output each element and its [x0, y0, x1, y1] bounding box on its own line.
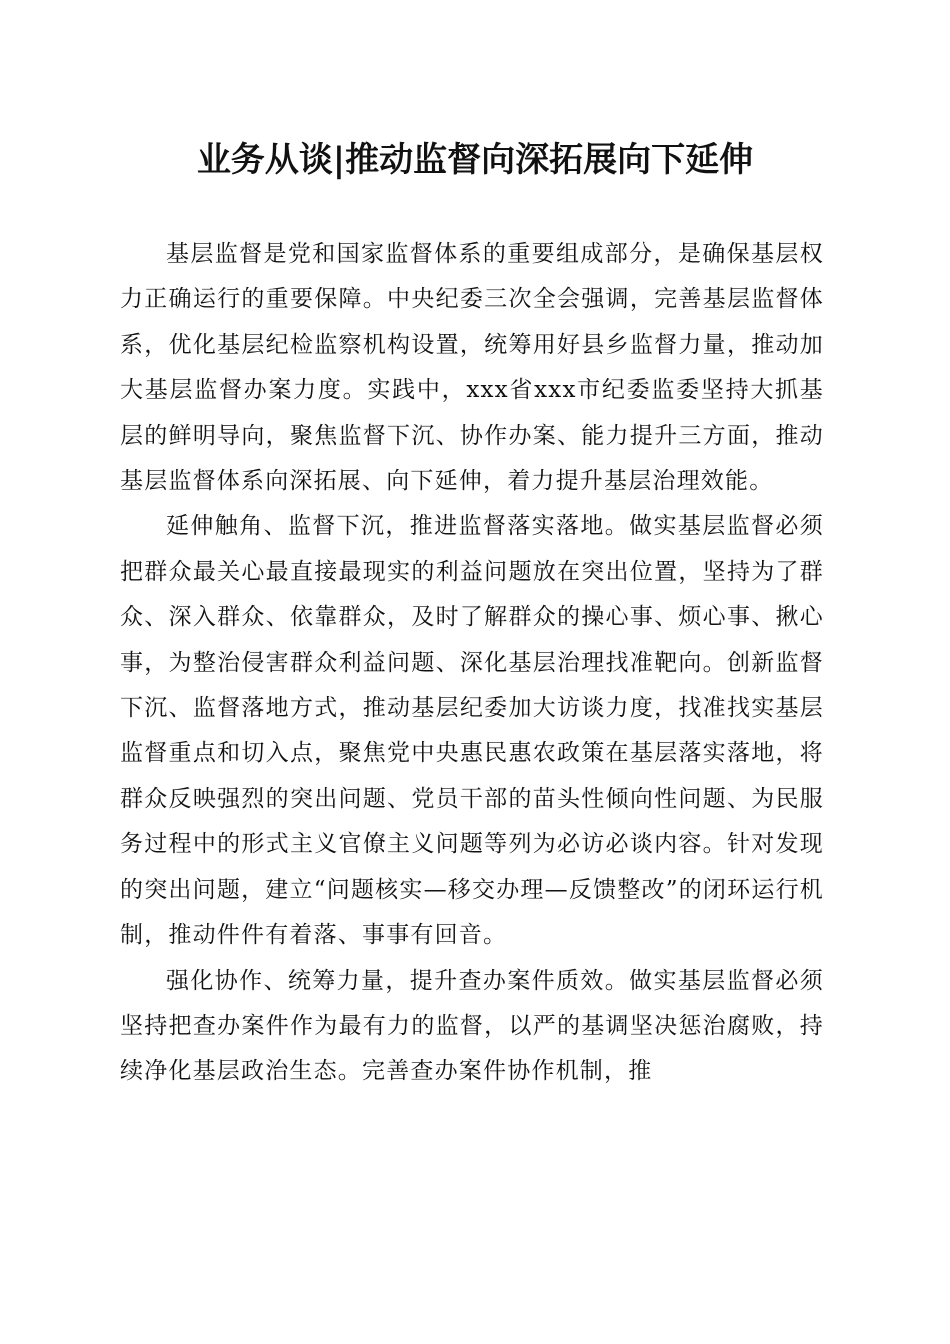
paragraph-supervision-sinking: 延伸触角、监督下沉，推进监督落实落地。做实基层监督必须把群众最关心最直接最现实的利益问题放在突出位置，坚持为了群众、深入群众、依靠群众，及时了解群众的操心事、烦心事、揪心事，为整治侵害群众利益问题、深化基层治理找准靶向。创新监督下沉、监督落地方式，推动基层纪委加大访谈力度，找准找实基层监督重点和切入点，聚焦党中央惠民惠农政策在基层落实落地，将群众反映强烈的突出问题、党员干部的苗头性倾向性问题、为民服务过程中的形式主义官僚主义问题等列为必访必谈内容。针对发现的突出问题，建立“问题核实—移交办理—反馈整改”的闭环运行机制，推动件件有着落、事事有回音。: [120, 513, 824, 949]
document-title: 业务从谈|推动监督向深拓展向下延伸: [196, 140, 754, 180]
paragraph-intro: 基层监督是党和国家监督体系的重要组成部分，是确保基层权力正确运行的重要保障。中央纪委三次全会强调，完善基层监督体系，优化基层纪检监察机构设置，统筹用好县乡监督力量，推动加大基层监督办案力度。实践中，xxx省xxx市纪委监委坚持大抓基层的鲜明导向，聚焦监督下沉、协作办案、能力提升三方面，推动基层监督体系向深拓展、向下延伸，着力提升基层治理效能。: [120, 241, 824, 495]
paragraph-case-collaboration: 强化协作、统筹力量，提升查办案件质效。做实基层监督必须坚持把查办案件作为最有力的监督，以严的基调坚决惩治腐败，持续净化基层政治生态。完善查办案件协作机制，推: [120, 967, 824, 1085]
document-body: [120, 232, 824, 1095]
